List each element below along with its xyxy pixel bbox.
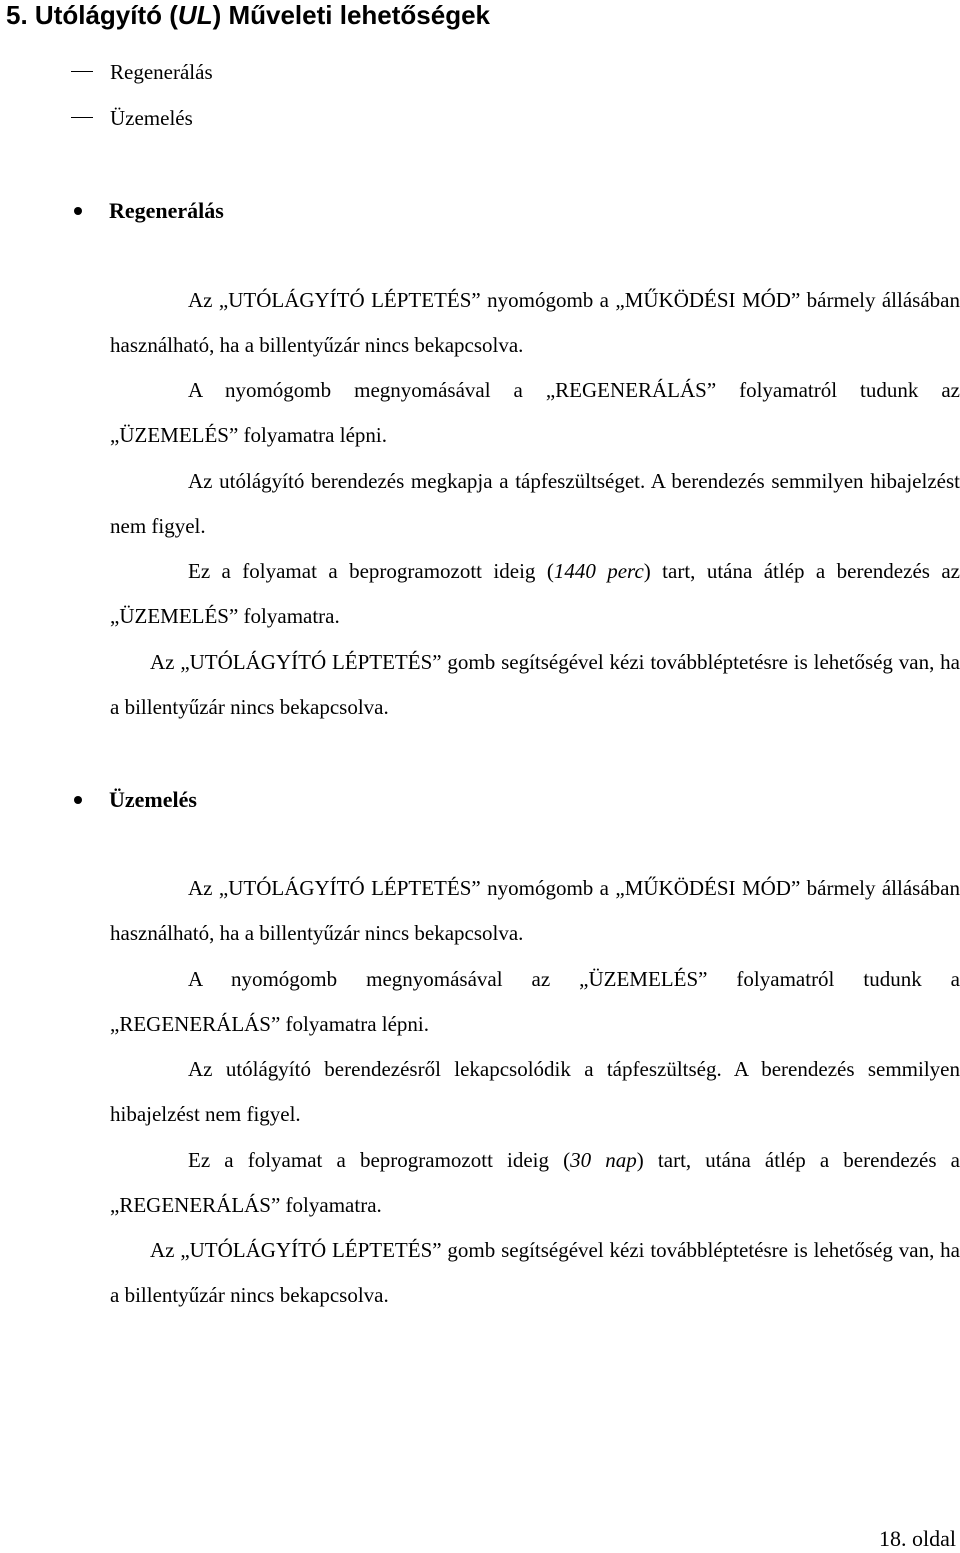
heading-abbr: UL [177,0,213,30]
section-heading-regeneralas [74,197,224,225]
section-title: Regenerálás [109,198,224,223]
dash-list-item-uzemeles [71,104,193,132]
paragraph [110,1138,960,1229]
section-heading-uzemeles [74,786,197,814]
paragraph-part: Ez a folyamat a beprogramozott ideig ( [188,559,554,583]
dash-item-label: Üzemelés [110,106,193,130]
dash-list-item-regeneralas [71,58,213,86]
dash-icon [71,71,93,72]
duration-value: 30 nap [570,1148,637,1172]
heading-rest: ) Műveleti lehetőségek [212,0,491,30]
paragraph: A nyomógomb megnyomásával az „ÜZEMELÉS” folyamatról tudunk a „REGENERÁLÁS” folyamatra lépni. [110,967,960,1037]
dash-item-label: Regenerálás [110,60,213,84]
paragraph: Az utólágyító berendezésről lekapcsolódik a tápfeszültség. A berendezés semmilyen hibajelzést nem figyel. [110,1057,960,1127]
dash-icon [71,117,93,118]
heading-number: 5. [6,0,28,30]
paragraph: Az „UTÓLÁGYÍTÓ LÉPTETÉS” nyomógomb a „MŰKÖDÉSI MÓD” bármely állásában használható, ha a billentyűzár nincs bekapcsolva. [110,288,960,358]
paragraph: Az „UTÓLÁGYÍTÓ LÉPTETÉS” gomb segítségével kézi továbbléptetésre is lehetőség van, ha a billentyűzár nincs bekapcsolva. [110,1238,960,1308]
paragraph [110,549,960,640]
duration-value: 1440 perc [553,559,644,583]
bullet-icon [74,207,82,215]
paragraph: Az „UTÓLÁGYÍTÓ LÉPTETÉS” nyomógomb a „MŰKÖDÉSI MÓD” bármely állásában használható, ha a billentyűzár nincs bekapcsolva. [110,876,960,946]
paragraph: Az „UTÓLÁGYÍTÓ LÉPTETÉS” gomb segítségével kézi továbbléptetésre is lehetőség van, ha a billentyűzár nincs bekapcsolva. [110,650,960,720]
heading-lead: Utólágyító ( [34,0,178,30]
paragraph: A nyomógomb megnyomásával a „REGENERÁLÁS” folyamatról tudunk az „ÜZEMELÉS” folyamatra lépni. [110,378,960,448]
paragraph-part: ) tart, utána átlép a berendezés az „ÜZEMELÉS” folyamatra. [110,559,960,629]
bullet-icon [74,796,82,804]
section-title: Üzemelés [109,787,197,812]
page-number: 18. oldal [879,1526,956,1551]
paragraph-part: Ez a folyamat a beprogramozott ideig ( [188,1148,571,1172]
page-title [6,0,490,32]
paragraph: Az utólágyító berendezés megkapja a tápfeszültséget. A berendezés semmilyen hibajelzést nem figyel. [110,469,960,539]
paragraph-part: ) tart, utána átlép a berendezés a „REGENERÁLÁS” folyamatra. [110,1148,960,1218]
